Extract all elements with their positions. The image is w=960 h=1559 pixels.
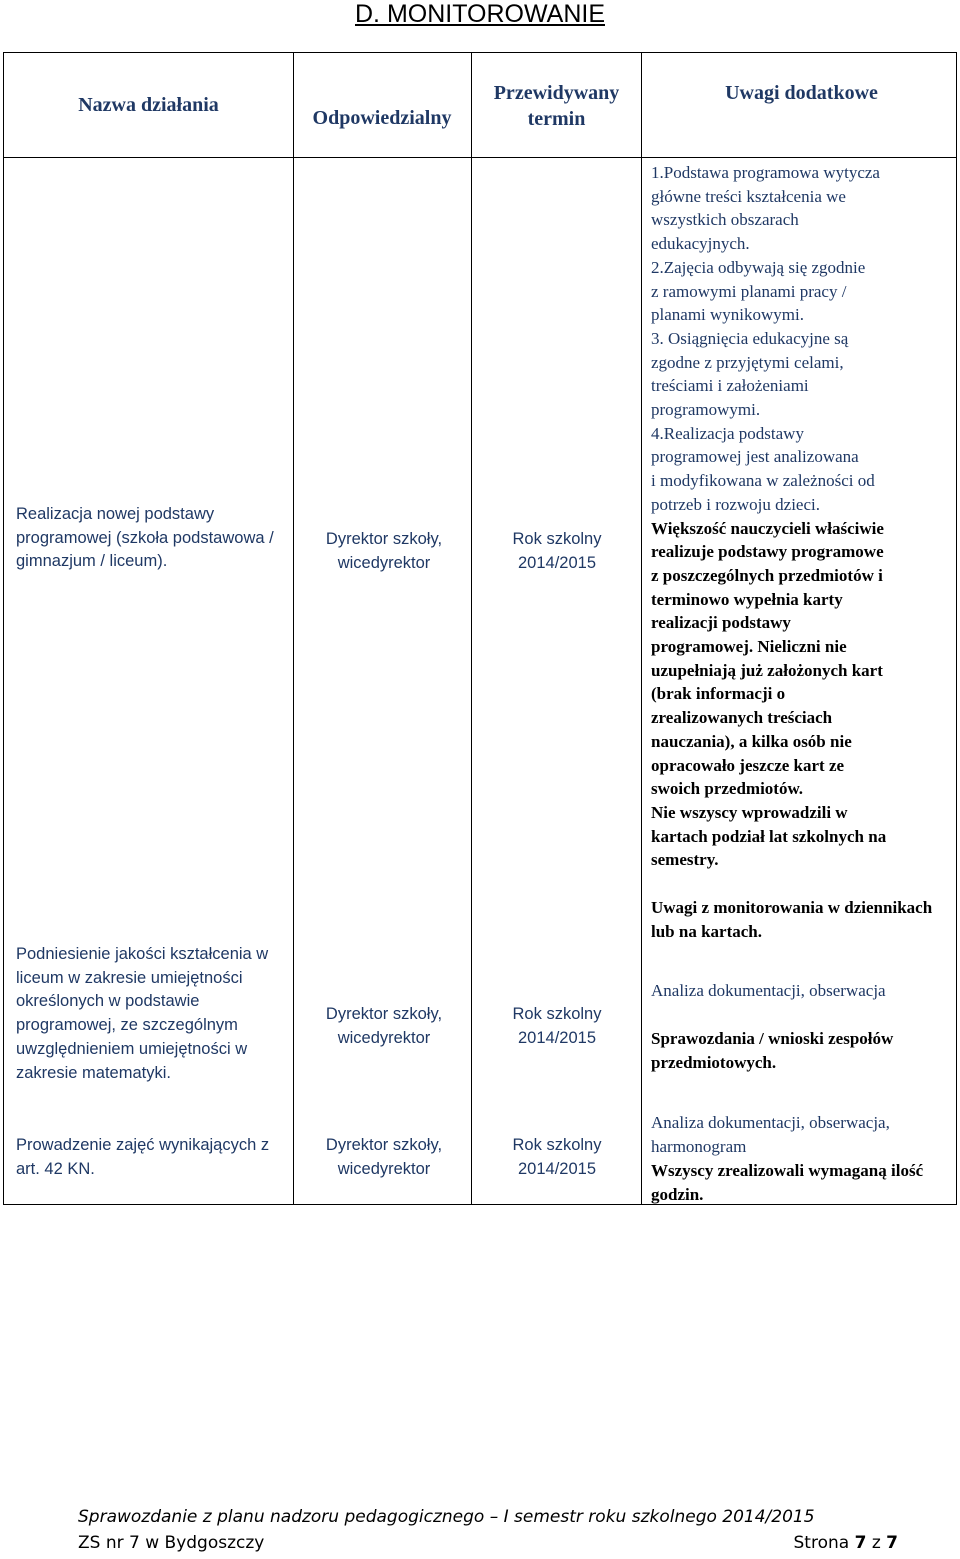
row1-notes-line: 1.Podstawa programowa wytycza <box>651 163 880 182</box>
header-notes: Uwagi dodatkowe <box>725 82 878 104</box>
row1-notes-line-bold: swoich przedmiotów. <box>651 779 804 799</box>
footer-page-number <box>794 1531 899 1555</box>
column-divider <box>471 53 472 1204</box>
row1-notes-line: zgodne z przyjętymi celami, <box>651 352 844 372</box>
page-separator: z <box>866 1533 887 1553</box>
row1-notes-line-bold: z poszczególnych przedmiotów i <box>651 565 883 585</box>
footer-school: ZS nr 7 w Bydgoszczy <box>78 1533 265 1553</box>
row1-notes-line-bold: nauczania), a kilka osób nie <box>651 731 852 751</box>
row2-note-monitoring: Uwagi z monitorowania w dziennikach lub na kartach. <box>651 898 933 941</box>
row1-notes-line-bold: terminowo wypełnia karty <box>651 589 843 609</box>
page-total: 7 <box>886 1533 898 1553</box>
footer-bar <box>78 1531 898 1555</box>
row1-notes-line-bold: uzupełniają już założonych kart <box>651 660 883 680</box>
row1-notes-line-bold: realizuje podstawy programowe <box>651 542 884 562</box>
row1-notes-line-bold: (brak informacji o <box>651 684 786 704</box>
row1-notes-line: 2.Zajęcia odbywają się zgodnie <box>651 257 866 277</box>
header-action: Nazwa działania <box>78 94 219 116</box>
row1-notes-line: programowej jest analizowana <box>651 447 859 467</box>
row1-notes-line: edukacyjnych. <box>651 234 750 254</box>
row1-notes-line: główne treści kształcenia we <box>651 186 846 206</box>
row1-notes-line-bold: semestry. <box>651 850 719 870</box>
row1-notes-line: potrzeb i rozwoju dzieci. <box>651 494 820 514</box>
row1-action: Realizacja nowej podstawy programowej (szkoła podstawowa / gimnazjum / liceum). <box>16 505 274 571</box>
row1-notes-line: 3. Osiągnięcia edukacyjne są <box>651 328 849 348</box>
column-divider <box>293 53 294 1204</box>
row1-notes-line: treściami i założeniami <box>651 376 809 396</box>
row1-notes-line-bold: realizacji podstawy <box>651 613 791 633</box>
row3-action: Prowadzenie zajęć wynikających z art. 42 KN. <box>16 1136 270 1178</box>
section-title: D. MONITOROWANIE <box>355 0 605 28</box>
row1-notes-line: i modyfikowana w zależności od <box>651 471 875 491</box>
row1-term: Rok szkolny 2014/2015 <box>512 530 602 572</box>
row1-notes-line-bold: programowej. Nieliczni nie <box>651 637 847 657</box>
row3-term: Rok szkolny 2014/2015 <box>512 1136 602 1178</box>
footer-report-title: Sprawozdanie z planu nadzoru pedagogicznego – I semestr roku szkolnego 2014/2015 <box>78 1507 815 1527</box>
row2-note-analysis: Analiza dokumentacji, obserwacja <box>651 981 886 1000</box>
row2-note-reports: Sprawozdania / wnioski zespołów przedmiotowych. <box>651 1029 894 1072</box>
row1-notes-line-bold: Nie wszyscy wprowadzili w <box>651 802 848 822</box>
row1-notes-line: planami wynikowymi. <box>651 305 804 325</box>
row1-notes-line: 4.Realizacja podstawy <box>651 423 804 443</box>
row1-notes <box>651 161 956 872</box>
row1-responsible: Dyrektor szkoły, wicedyrektor <box>325 530 443 572</box>
header-responsible: Odpowiedzialny <box>312 107 452 129</box>
row1-notes-line-bold: opracowało jeszcze kart ze <box>651 755 845 775</box>
row2-term: Rok szkolny 2014/2015 <box>512 1005 602 1047</box>
header-term: Przewidywany termin <box>493 82 620 130</box>
row1-notes-line: programowymi. <box>651 400 761 420</box>
row3-responsible: Dyrektor szkoły, wicedyrektor <box>325 1136 443 1178</box>
row3-note-hours: Wszyscy zrealizowali wymaganą ilość godzin. <box>651 1161 924 1204</box>
row2-responsible: Dyrektor szkoły, wicedyrektor <box>325 1005 443 1047</box>
row2-action: Podniesienie jakości kształcenia w liceum w zakresie umiejętności określonych w podstawie programowej, ze szczególnym uwzględnieniem umiejętności w zakresie matematyki. <box>16 945 269 1082</box>
row3-note-analysis: Analiza dokumentacji, obserwacja, harmonogram <box>651 1113 890 1156</box>
page-prefix: Strona <box>793 1533 855 1553</box>
row1-notes-line: wszystkich obszarach <box>651 210 799 230</box>
row1-notes-line-bold: kartach podział lat szkolnych na <box>651 826 887 846</box>
monitoring-table <box>3 52 957 1205</box>
header-divider <box>4 157 956 158</box>
column-divider <box>641 53 642 1204</box>
row1-notes-line-bold: zrealizowanych treściach <box>651 708 833 728</box>
row1-notes-line: z ramowymi planami pracy / <box>651 281 847 301</box>
row1-notes-line-bold: Większość nauczycieli właściwie <box>651 518 884 538</box>
page-current: 7 <box>854 1533 867 1553</box>
